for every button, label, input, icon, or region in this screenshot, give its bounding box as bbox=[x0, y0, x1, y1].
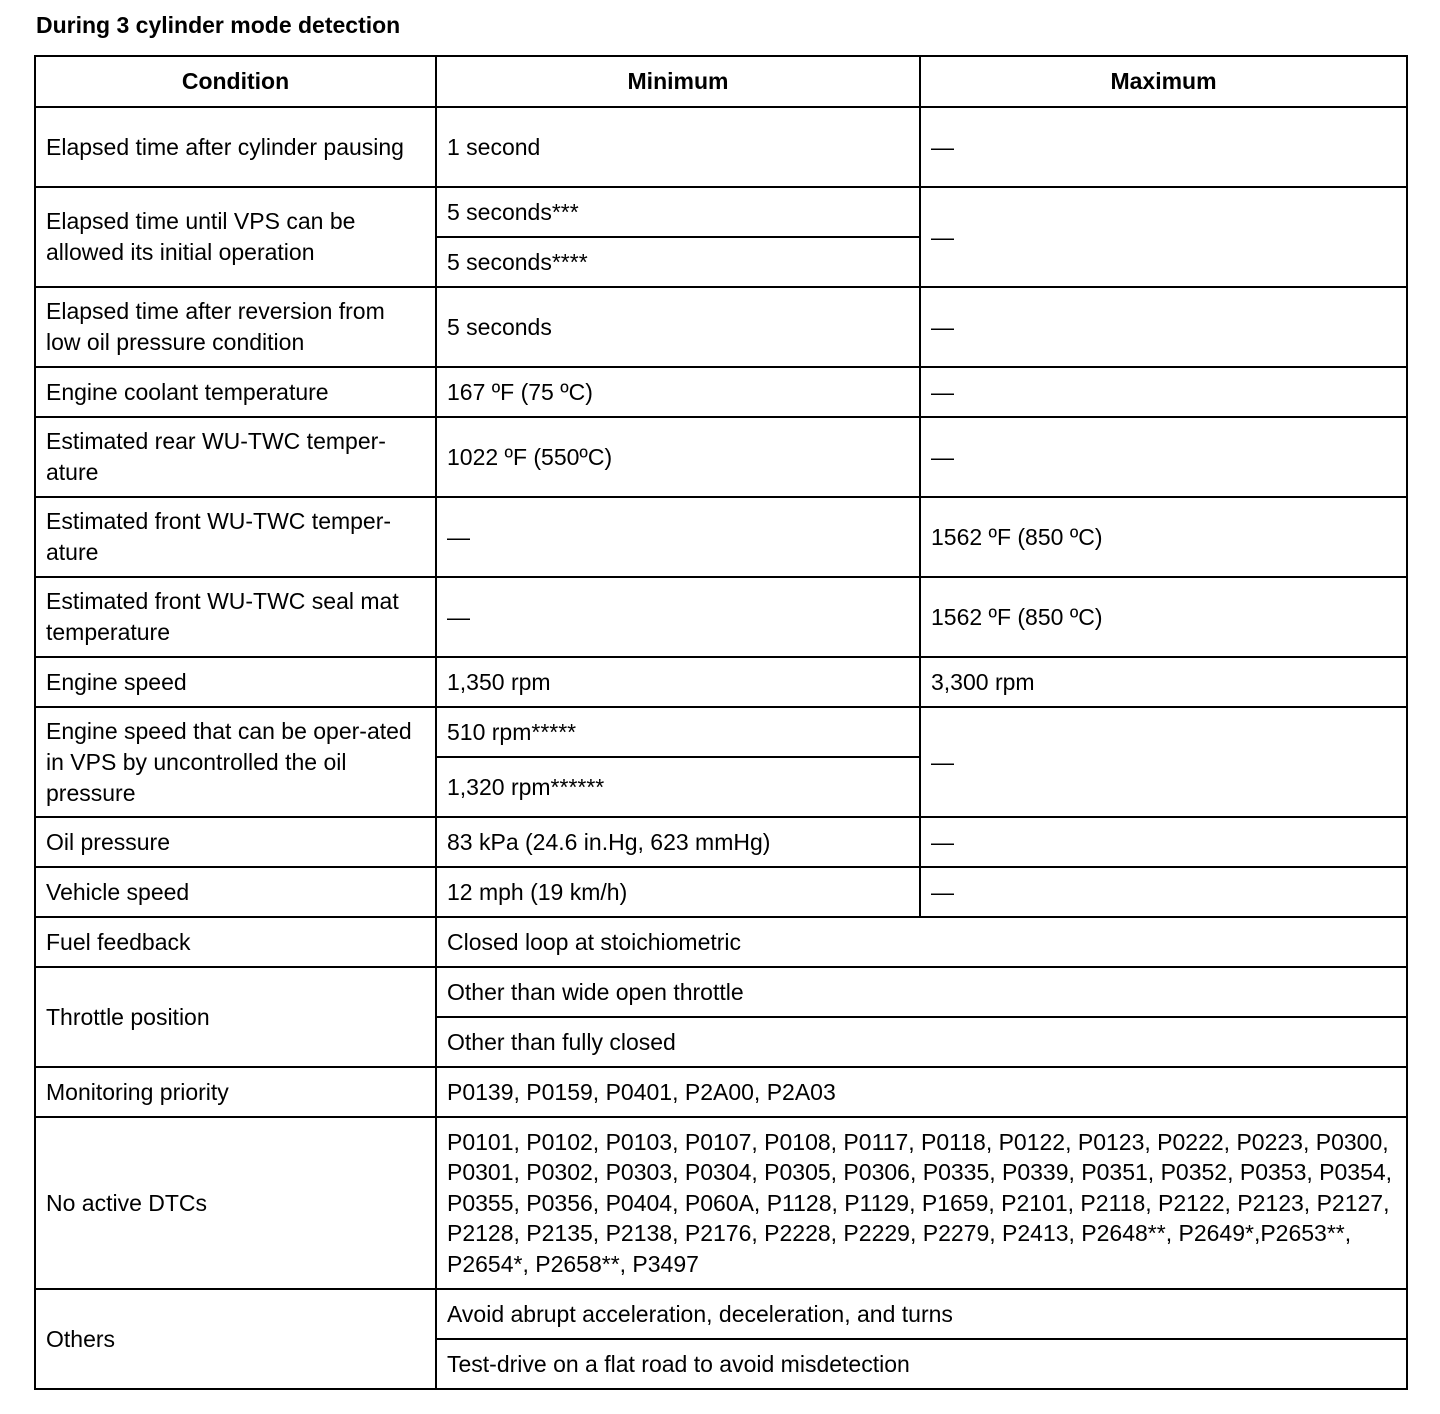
condition-cell: Oil pressure bbox=[35, 817, 436, 867]
page-title: During 3 cylinder mode detection bbox=[36, 12, 401, 38]
maximum-cell: — bbox=[920, 867, 1407, 917]
maximum-cell: — bbox=[920, 287, 1407, 367]
condition-cell: Monitoring priority bbox=[35, 1067, 436, 1117]
table-header-row bbox=[35, 56, 1407, 107]
maximum-cell: 3,300 rpm bbox=[920, 657, 1407, 707]
value-cell: P0139, P0159, P0401, P2A00, P2A03 bbox=[436, 1067, 1407, 1117]
minimum-cell: 1 second bbox=[436, 107, 920, 187]
condition-cell: Engine speed bbox=[35, 657, 436, 707]
table-row bbox=[35, 1289, 1407, 1339]
condition-cell: No active DTCs bbox=[35, 1117, 436, 1289]
table-row bbox=[35, 817, 1407, 867]
table-row bbox=[35, 657, 1407, 707]
table-row bbox=[35, 417, 1407, 497]
table-row bbox=[35, 187, 1407, 237]
table-row bbox=[35, 1117, 1407, 1289]
condition-cell: Elapsed time after reversion from low oil pressure condition bbox=[35, 287, 436, 367]
conditions-table bbox=[34, 55, 1408, 1390]
table-row bbox=[35, 577, 1407, 657]
minimum-cell: 167 ºF (75 ºC) bbox=[436, 367, 920, 417]
value-cell: Test-drive on a flat road to avoid misdetection bbox=[436, 1339, 1407, 1389]
maximum-cell: — bbox=[920, 107, 1407, 187]
minimum-cell: 1,350 rpm bbox=[436, 657, 920, 707]
condition-cell: Fuel feedback bbox=[35, 917, 436, 967]
table-row bbox=[35, 867, 1407, 917]
value-cell: Other than wide open throttle bbox=[436, 967, 1407, 1017]
condition-cell: Estimated front WU-TWC seal mat temperature bbox=[35, 577, 436, 657]
table-row bbox=[35, 707, 1407, 757]
header-minimum: Minimum bbox=[436, 56, 920, 107]
minimum-cell: 1022 ºF (550ºC) bbox=[436, 417, 920, 497]
minimum-cell: 12 mph (19 km/h) bbox=[436, 867, 920, 917]
condition-cell: Estimated rear WU-TWC temper-ature bbox=[35, 417, 436, 497]
maximum-cell: — bbox=[920, 817, 1407, 867]
table-row bbox=[35, 1067, 1407, 1117]
minimum-cell: — bbox=[436, 577, 920, 657]
condition-cell: Elapsed time until VPS can be allowed its initial operation bbox=[35, 187, 436, 287]
header-condition: Condition bbox=[35, 56, 436, 107]
header-maximum: Maximum bbox=[920, 56, 1407, 107]
condition-cell: Engine coolant temperature bbox=[35, 367, 436, 417]
minimum-cell: 5 seconds bbox=[436, 287, 920, 367]
condition-cell: Estimated front WU-TWC temper-ature bbox=[35, 497, 436, 577]
table-row bbox=[35, 917, 1407, 967]
value-cell: Other than fully closed bbox=[436, 1017, 1407, 1067]
minimum-cell: 1,320 rpm****** bbox=[436, 757, 920, 817]
maximum-cell: — bbox=[920, 707, 1407, 817]
condition-cell: Throttle position bbox=[35, 967, 436, 1067]
table-row bbox=[35, 107, 1407, 187]
maximum-cell: — bbox=[920, 417, 1407, 497]
maximum-cell: — bbox=[920, 187, 1407, 287]
minimum-cell: — bbox=[436, 497, 920, 577]
condition-cell: Others bbox=[35, 1289, 436, 1389]
condition-cell: Vehicle speed bbox=[35, 867, 436, 917]
maximum-cell: 1562 ºF (850 ºC) bbox=[920, 497, 1407, 577]
minimum-cell: 83 kPa (24.6 in.Hg, 623 mmHg) bbox=[436, 817, 920, 867]
table-row bbox=[35, 287, 1407, 367]
condition-cell: Engine speed that can be oper-ated in VPS by uncontrolled the oil pressure bbox=[35, 707, 436, 817]
value-cell: Avoid abrupt acceleration, deceleration, and turns bbox=[436, 1289, 1407, 1339]
condition-cell: Elapsed time after cylinder pausing bbox=[35, 107, 436, 187]
value-cell: Closed loop at stoichiometric bbox=[436, 917, 1407, 967]
maximum-cell: 1562 ºF (850 ºC) bbox=[920, 577, 1407, 657]
table-row bbox=[35, 497, 1407, 577]
table-row bbox=[35, 367, 1407, 417]
value-cell: P0101, P0102, P0103, P0107, P0108, P0117, P0118, P0122, P0123, P0222, P0223, P0300, P0301, P0302, P0303, P0304, P0305, P0306, P0335, P0339, P0351, P0352, P0353, P0354, P0355, P0356, P0404, P060A, P1128, P1129, P1659, P2101, P2118, P2122, P2123, P2127, P2128, P2135, P2138, P2176, P2228, P2229, P2279, P2413, P2648**, P2649*,P2653**, P2654*, P2658**, P3497 bbox=[436, 1117, 1407, 1289]
minimum-cell: 5 seconds**** bbox=[436, 237, 920, 287]
minimum-cell: 5 seconds*** bbox=[436, 187, 920, 237]
minimum-cell: 510 rpm***** bbox=[436, 707, 920, 757]
maximum-cell: — bbox=[920, 367, 1407, 417]
table-row bbox=[35, 967, 1407, 1017]
